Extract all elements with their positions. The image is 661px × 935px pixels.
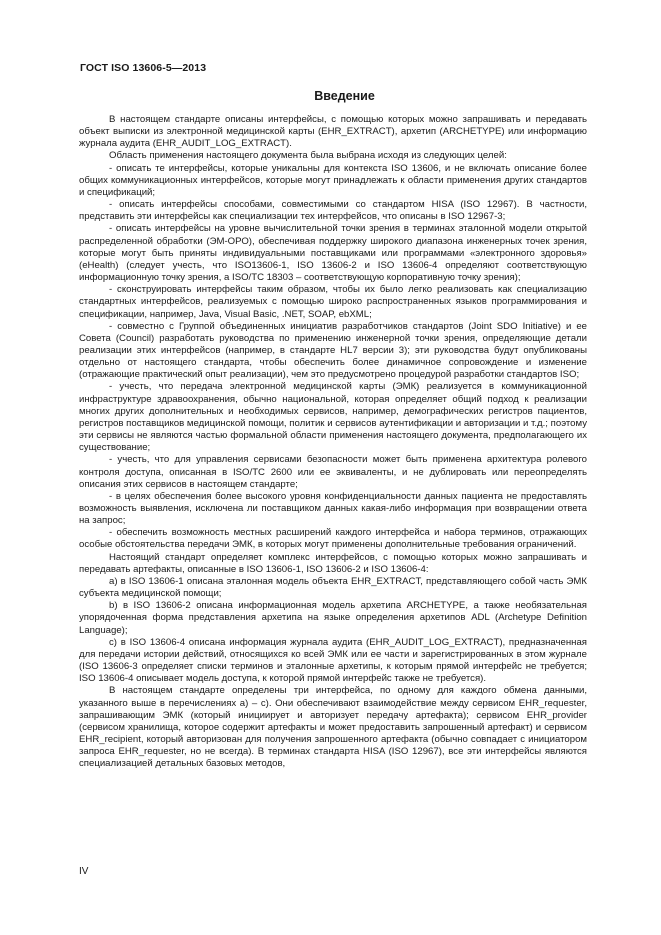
page-number: IV: [79, 866, 89, 877]
list-item: - учесть, что для управления сервисами безопасности может быть применена архитектура ролевого контроля доступа, описанная в ISO/TC 2600 или ее эквиваленты, и не дублировать или переопределять описания этих сервисов в настоящем стандарте;: [79, 454, 587, 490]
list-item: - описать интерфейсы на уровне вычислительной точки зрения в терминах эталонной модели открытой распределенной обработки (ЭМ-ОРО), обеспечивая поддержку широкого диапазона инженерных точек зрения, которые могут быть приняты индивидуальными поставщиками или программами «электронного здоровья» (eHealth) (следует учесть, что ISO13606-1, ISO 13606-2 и ISO 13606-4 определяют соответствующую информационную точку зрения, а ISO/TC 18303 – соответствующую корпоративную точку зрения);: [79, 223, 587, 284]
list-item: - в целях обеспечения более высокого уровня конфиденциальности данных пациента не предоставлять возможность выявления, исключена ли поставщиком данных какая-либо информация при возвращении ответа на запрос;: [79, 490, 587, 527]
standard-header: ГОСТ ISO 13606-5—2013: [80, 62, 207, 74]
paragraph: В настоящем стандарте описаны интерфейсы, с помощью которых можно запрашивать и передавать объект выписки из электронной медицинской карты (EHR_EXTRACT), архетип (ARCHETYPE) или информацию журнала аудита (EHR_AUDIT_LOG_EXTRACT).: [79, 114, 587, 150]
list-item: - описать те интерфейсы, которые уникальны для контекста ISO 13606, и не включать описание более общих коммуникационных интерфейсов, которые могут принадлежать к области применения других стандартов и спецификаций;: [79, 162, 587, 198]
paragraph: В настоящем стандарте определены три интерфейса, по одному для каждого обмена данными, указанного выше в перечислениях a) – c). Они обеспечивают взаимодействие между сервисом EHR_requester, запрашивающим ЭМК (который инициирует и авторизует передачу артефакта); сервисом EHR_provider (сервисом хранилища, которое содержит артефакты и может предоставить запрошенный артефакт) и сервисом EHR_recipient, который авторизован для получения запрошенного артефакта (обычно совпадает с инициатором запроса EHR_requester, но не всегда). В терминах стандарта HISA (ISO 12967), все эти интерфейсы являются специализацией детальных базовых методов,: [79, 685, 587, 770]
list-item: c) в ISO 13606-4 описана информация журнала аудита (EHR_AUDIT_LOG_EXTRACT), предназначенная для передачи истории действий, относящихся ко всей ЭМК или ее части и зарегистрированных в этом журнале (ISO 13606-3 определяет списки терминов и эталонные архетипы, к которым прямой интерфейс не требуется; ISO 13606-4 описывает модель доступа, к которой прямой интерфейс также не требуется).: [79, 636, 587, 685]
list-item: - совместно с Группой объединенных инициатив разработчиков стандартов (Joint SDO Initiative) и ее Совета (Council) разработать руководства по применению инженерной точки зрения, определяющие детали реализации этих интерфейсов (например, в стандарте HL7 версии 3); эти руководства будут опубликованы отдельно от настоящего стандарта, чтобы обеспечить более динамичное сопровождение и изменение (отражающие практический опыт реализации), чем это предусмотрено процедурой разработки стандартов ISO;: [79, 320, 587, 381]
list-item: - учесть, что передача электронной медицинской карты (ЭМК) реализуется в коммуникационной инфраструктуре здравоохранения, обычно национальной, которая определяет общий подход к реализации многих других дополнительных и необходимых сервисов, например, демографических регистров пациентов, регистров поставщиков медицинской помощи, политик и сервисов аутентификации и авторизации и т.д.; поэтому эти сервисы не являются частью формальной области применения настоящего документа, предполагающего их существование;: [79, 381, 587, 454]
list-item: - обеспечить возможность местных расширений каждого интерфейса и набора терминов, отражающих особые обстоятельства передачи ЭМК, в которых могут применены дополнительные требования ограничений.: [79, 527, 587, 551]
section-title: Введение: [314, 89, 375, 103]
paragraph: Область применения настоящего документа была выбрана исходя из следующих целей:: [109, 150, 507, 162]
list-item: b) в ISO 13606-2 описана информационная модель архетипа ARCHETYPE, а также необязательная упорядоченная форма представления архетипа на языке определения архетипов ADL (Archetype Definition Language);: [79, 600, 587, 636]
list-item: a) в ISO 13606-1 описана эталонная модель объекта EHR_EXTRACT, представляющего собой часть ЭМК субъекта медицинской помощи;: [79, 575, 587, 600]
paragraph: Настоящий стандарт определяет комплекс интерфейсов, с помощью которых можно запрашивать и передавать артефакты, описанные в ISO 13606-1, ISO 13606-2 и ISO 13606-4:: [79, 551, 587, 575]
list-item: - описать интерфейсы способами, совместимыми со стандартом HISA (ISO 12967). В частности, представить эти интерфейсы как специализации тех интерфейсов, что описаны в ISO 12967-3;: [79, 199, 587, 223]
list-item: - сконструировать интерфейсы таким образом, чтобы их было легко реализовать как специализацию стандартных интерфейсов, реализуемых с помощью широко распространенных языков программирования и спецификации, например, Java, Visual Basic, .NET, SOAP, ebXML;: [79, 284, 587, 320]
body-text: [79, 114, 587, 770]
